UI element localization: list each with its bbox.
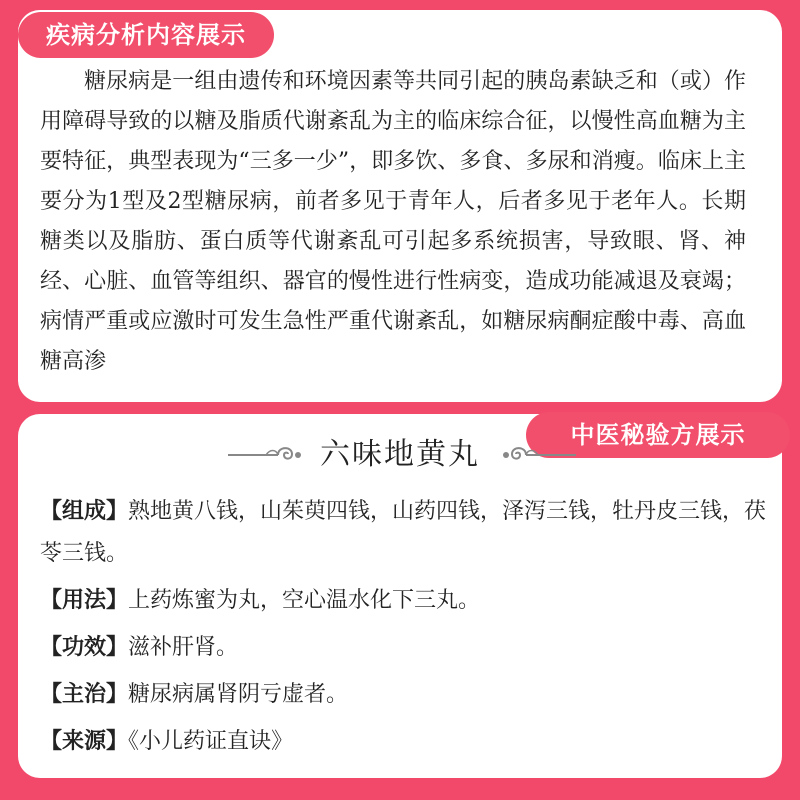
entry-text: 《小儿药证直诀》	[128, 729, 294, 754]
entry-label: 主治	[62, 682, 107, 707]
scroll-ornament-right-icon	[498, 440, 578, 470]
entry-label: 组成	[62, 499, 107, 524]
entry-label: 来源	[62, 729, 107, 754]
scroll-ornament-left-icon	[226, 440, 306, 470]
entry-text: 滋补肝肾。	[128, 635, 239, 660]
recipe-entry-efficacy: 【功效】滋补肝肾。	[40, 634, 239, 660]
recipe-entry-composition: 【组成】熟地黄八钱，山茱萸四钱，山药四钱，泽泻三钱，牡丹皮三钱，茯苓三钱。	[40, 498, 767, 566]
disease-analysis-badge: 疾病分析内容展示	[18, 12, 274, 58]
entry-label: 功效	[62, 635, 107, 660]
remedy-badge: 中医秘验方展示	[526, 412, 790, 458]
recipe-entries	[40, 490, 770, 767]
entry-text: 上药炼蜜为丸，空心温水化下三丸。	[128, 588, 481, 613]
entry-text: 糖尿病属肾阴亏虚者。	[128, 682, 349, 707]
disease-intro-text: 糖尿病是一组由遗传和环境因素等共同引起的胰岛素缺乏和（或）作用障碍导致的以糖及脂质代谢紊乱为主的临床综合征，以慢性高血糖为主要特征，典型表现为“三多一少”，即多饮、多食、多尿和消瘦。临床上主要分为1型及2型糖尿病，前者多见于青年人，后者多见于老年人。长期糖类以及脂肪、蛋白质等代谢紊乱可引起多系统损害，导致眼、肾、神经、心脏、血管等组织、器官的慢性进行性病变，造成功能减退及衰竭；病情严重或应激时可发生急性严重代谢紊乱，如糖尿病酮症酸中毒、高血糖高渗	[40, 69, 746, 374]
recipe-title-row	[0, 430, 800, 480]
entry-text: 熟地黄八钱，山茱萸四钱，山药四钱，泽泻三钱，牡丹皮三钱，茯苓三钱。	[40, 499, 767, 566]
recipe-entry-usage: 【用法】上药炼蜜为丸，空心温水化下三丸。	[40, 587, 481, 613]
recipe-entry-indication: 【主治】糖尿病属肾阴亏虚者。	[40, 681, 349, 707]
recipe-entry-source: 【来源】《小儿药证直诀》	[40, 728, 294, 754]
recipe-title: 六味地黄丸	[320, 437, 480, 472]
entry-label: 用法	[62, 588, 107, 613]
